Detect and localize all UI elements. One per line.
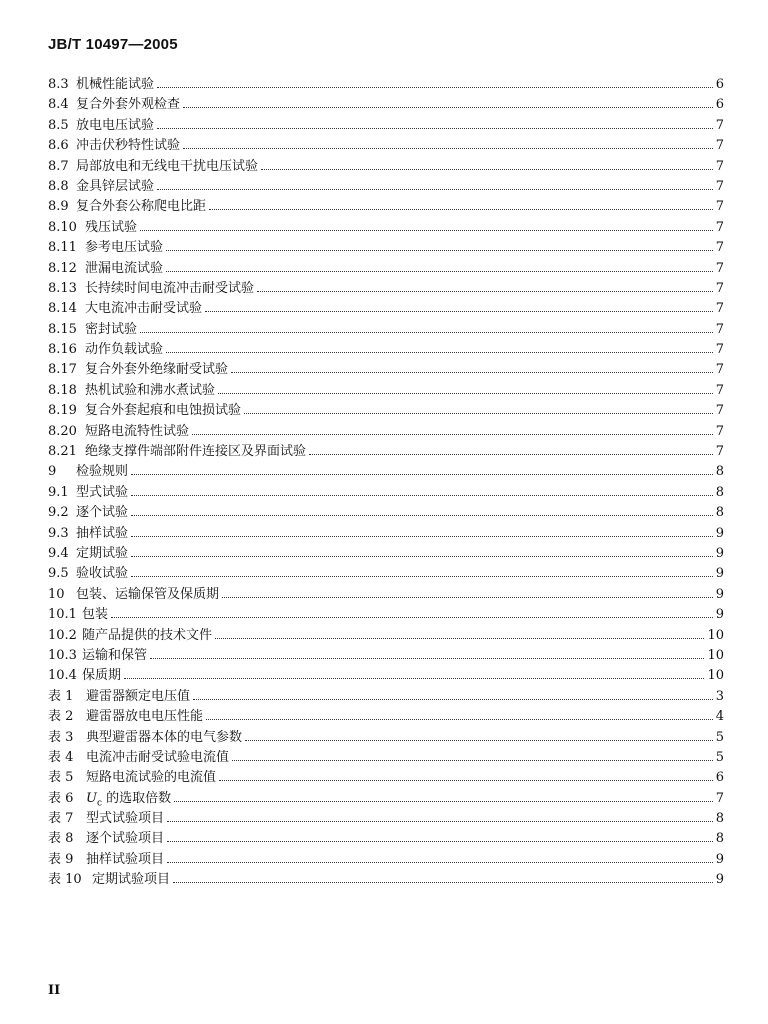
toc-entry-number: 8.13: [48, 280, 77, 296]
toc-entry-page: 9: [715, 545, 724, 561]
toc-entry[interactable]: [48, 544, 724, 564]
toc-entry-page: 9: [715, 851, 724, 867]
dot-leader: [131, 536, 713, 537]
toc-entry-title: 随产品提供的技术文件: [82, 627, 213, 643]
toc-entry-title: 短路电流特性试验: [85, 423, 190, 439]
dot-leader: [173, 882, 713, 883]
dot-leader: [166, 250, 713, 251]
toc-entry-page: 6: [715, 77, 724, 92]
toc-entry-title: 典型避雷器本体的电气参数: [86, 729, 243, 745]
toc-entry[interactable]: [48, 503, 724, 523]
toc-entry-number: 9.1: [48, 484, 69, 500]
toc-entry-number: 表 10: [48, 872, 82, 888]
toc-entry-title: 短路电流试验的电流值: [86, 770, 217, 786]
dot-leader: [193, 699, 713, 700]
toc-entry-number: 8.20: [48, 423, 77, 439]
dot-leader: [167, 821, 713, 822]
toc-entry-page: 7: [715, 199, 724, 215]
toc-entry-number: 8.6: [48, 138, 69, 154]
toc-entry[interactable]: [48, 462, 724, 482]
toc-entry-page: 9: [715, 872, 724, 888]
toc-entry-title: 检验规则: [76, 464, 129, 480]
toc-entry-title: 定期试验: [76, 545, 129, 561]
toc-entry-title: 放电电压试验: [76, 117, 155, 133]
dot-leader: [206, 719, 713, 720]
toc-entry[interactable]: [48, 605, 724, 625]
toc-entry[interactable]: [48, 299, 724, 319]
toc-entry-title: 型式试验项目: [86, 811, 165, 827]
toc-entry-title: 金具锌层试验: [76, 178, 155, 194]
dot-leader: [209, 209, 713, 210]
toc-entry-title: 逐个试验: [76, 505, 129, 521]
toc-entry-page: 8: [715, 505, 724, 521]
toc-entry-title: 绝缘支撑件端部附件连接区及界面试验: [85, 444, 307, 460]
toc-entry-page: 7: [715, 158, 724, 174]
toc-entry-title: 参考电压试验: [85, 240, 164, 256]
toc-entry[interactable]: [48, 381, 724, 401]
toc-entry[interactable]: [48, 136, 724, 156]
toc-entry[interactable]: [48, 829, 724, 849]
toc-entry[interactable]: [48, 259, 724, 279]
toc-entry-number: 表 2: [48, 709, 74, 725]
toc-entry[interactable]: [48, 687, 724, 707]
toc-entry-title: 热机试验和沸水煮试验: [85, 382, 216, 398]
toc-entry-title: 保质期: [82, 668, 122, 684]
dot-leader: [111, 617, 713, 618]
toc-entry[interactable]: [48, 789, 724, 809]
toc-entry-number: 8.19: [48, 403, 77, 419]
dot-leader: [131, 556, 713, 557]
toc-entry-title: 电流冲击耐受试验电流值: [86, 749, 230, 765]
toc-entry-title: 包装: [82, 607, 109, 623]
toc-entry-number: 8.4: [48, 97, 69, 113]
toc-entry[interactable]: [48, 116, 724, 136]
toc-entry-title: 复合外套外绝缘耐受试验: [85, 362, 229, 378]
toc-entry-number: 10: [48, 586, 65, 602]
toc-entry-number: 8.18: [48, 382, 77, 398]
dot-leader: [218, 393, 713, 394]
toc-entry[interactable]: [48, 564, 724, 584]
toc-entry-title: 残压试验: [85, 219, 138, 235]
toc-entry-page: 5: [715, 749, 724, 765]
dot-leader: [124, 678, 704, 679]
toc-entry-number: 8.16: [48, 342, 77, 358]
toc-entry[interactable]: [48, 585, 724, 605]
toc-entry[interactable]: [48, 95, 724, 115]
dot-leader: [192, 434, 713, 435]
toc-entry-title: 避雷器放电电压性能: [86, 709, 204, 725]
toc-entry-page: 8: [715, 464, 724, 480]
toc-entry[interactable]: [48, 279, 724, 299]
toc-entry-number: 8.7: [48, 158, 69, 174]
toc-entry-title: 定期试验项目: [92, 872, 171, 888]
toc-entry-page: 7: [715, 117, 724, 133]
toc-entry-number: 10.2: [48, 627, 77, 643]
toc-entry-page: 10: [707, 668, 724, 684]
toc-entry-title: 机械性能试验: [76, 77, 155, 92]
toc-entry-page: 7: [715, 382, 724, 398]
toc-entry[interactable]: [48, 626, 724, 646]
toc-entry-title: 逐个试验项目: [86, 831, 165, 847]
toc-entry-number: 表 8: [48, 831, 74, 847]
toc-entry[interactable]: [48, 850, 724, 870]
toc-entry-title: 复合外套公称爬电比距: [76, 199, 207, 215]
toc-entry-number: 表 3: [48, 729, 74, 745]
toc-entry-page: 7: [715, 321, 724, 337]
toc-entry[interactable]: [48, 524, 724, 544]
toc-entry[interactable]: [48, 401, 724, 421]
toc-entry-number: 8.21: [48, 444, 77, 460]
toc-entry[interactable]: [48, 442, 724, 462]
toc-entry-title: 大电流冲击耐受试验: [85, 301, 203, 317]
toc-entry-number: 10.1: [48, 607, 77, 623]
toc-entry-number: 8.14: [48, 301, 77, 317]
toc-entry-page: 3: [715, 688, 724, 704]
dot-leader: [222, 597, 713, 598]
dot-leader: [232, 760, 713, 761]
toc-entry-title: 抽样试验: [76, 525, 129, 541]
toc-entry-number: 表 1: [48, 688, 74, 704]
toc-entry[interactable]: [48, 218, 724, 238]
toc-entry-page: 10: [707, 647, 724, 663]
toc-entry-number: 8.10: [48, 219, 77, 235]
toc-entry-page: 7: [715, 423, 724, 439]
toc-entry-page: 7: [715, 280, 724, 296]
toc-entry-number: 8.3: [48, 77, 69, 92]
toc-entry-page: 7: [715, 138, 724, 154]
document-code: JB/T 10497—2005: [48, 36, 178, 53]
toc-entry-number: 9.2: [48, 505, 69, 521]
toc-entry[interactable]: [48, 360, 724, 380]
dot-leader: [140, 332, 713, 333]
toc-entry[interactable]: [48, 320, 724, 340]
toc-entry-number: 8.11: [48, 240, 77, 256]
dot-leader: [157, 128, 713, 129]
toc-entry-number: 表 4: [48, 749, 74, 765]
dot-leader: [166, 352, 713, 353]
toc-entry-page: 9: [715, 566, 724, 582]
toc-entry[interactable]: [48, 748, 724, 768]
toc-entry-title: 冲击伏秒特性试验: [76, 138, 181, 154]
page-number: II: [48, 983, 61, 998]
toc-entry-page: 5: [715, 729, 724, 745]
toc-entry[interactable]: [48, 666, 724, 686]
toc-entry-page: 6: [715, 770, 724, 786]
toc-entry-page: 9: [715, 525, 724, 541]
toc-entry[interactable]: [48, 870, 724, 890]
toc-entry-page: 7: [715, 362, 724, 378]
toc-entry-page: 7: [715, 240, 724, 256]
toc-entry-page: 7: [715, 219, 724, 235]
toc-entry-page: 8: [715, 484, 724, 500]
toc-entry-number: 9.3: [48, 525, 69, 541]
toc-entry-title: 长持续时间电流冲击耐受试验: [85, 280, 255, 296]
toc-entry-page: 7: [715, 301, 724, 317]
toc-entry-title: 验收试验: [76, 566, 129, 582]
toc-entry-title: 包装、运输保管及保质期: [76, 586, 220, 602]
toc-entry-number: 表 6: [48, 790, 74, 806]
toc-entry-page: 7: [715, 403, 724, 419]
dot-leader: [131, 576, 713, 577]
dot-leader: [131, 474, 713, 475]
dot-leader: [157, 87, 713, 88]
toc-entry-page: 7: [715, 790, 724, 806]
toc-entry-page: 9: [715, 586, 724, 602]
toc-entry-number: 8.9: [48, 199, 69, 215]
toc-entry-page: 10: [707, 627, 724, 643]
toc-entry[interactable]: [48, 75, 724, 95]
toc-entry-title: 泄漏电流试验: [85, 260, 164, 276]
toc-entry-number: 8.17: [48, 362, 77, 378]
dot-leader: [140, 230, 713, 231]
dot-leader: [231, 372, 713, 373]
dot-leader: [131, 515, 713, 516]
toc-entry[interactable]: [48, 157, 724, 177]
dot-leader: [167, 862, 713, 863]
toc-entry[interactable]: [48, 646, 724, 666]
toc-entry-number: 9.5: [48, 566, 69, 582]
dot-leader: [245, 740, 713, 741]
toc-entry-number: 8.5: [48, 117, 69, 133]
toc-entry-title: 运输和保管: [82, 647, 148, 663]
dot-leader: [244, 413, 713, 414]
toc-entry-number: 10.4: [48, 668, 77, 684]
dot-leader: [174, 801, 713, 802]
toc-entry[interactable]: [48, 809, 724, 829]
toc-entry[interactable]: [48, 422, 724, 442]
dot-leader: [166, 271, 713, 272]
toc-entry-title: 复合外套外观检查: [76, 97, 181, 113]
dot-leader: [183, 107, 713, 108]
toc-entry-number: 表 5: [48, 770, 74, 786]
toc-entry-title: 密封试验: [85, 321, 138, 337]
toc-entry[interactable]: [48, 483, 724, 503]
toc-entry-title: 局部放电和无线电干扰电压试验: [76, 158, 259, 174]
dot-leader: [215, 638, 704, 639]
toc-entry-title: 动作负载试验: [85, 342, 164, 358]
dot-leader: [167, 841, 713, 842]
toc-entry[interactable]: [48, 340, 724, 360]
toc-entry-number: 8.12: [48, 260, 77, 276]
toc-entry-number: 表 9: [48, 851, 74, 867]
toc-entry-number: 表 7: [48, 811, 74, 827]
toc-entry-page: 6: [715, 97, 724, 113]
toc-entry-title: 型式试验: [76, 484, 129, 500]
toc-entry-number: 8.8: [48, 178, 69, 194]
toc-entry[interactable]: [48, 177, 724, 197]
toc-entry-page: 7: [715, 178, 724, 194]
toc-entry-page: 4: [715, 709, 724, 725]
toc-entry-title: 避雷器额定电压值: [86, 688, 191, 704]
toc-entry-page: 7: [715, 260, 724, 276]
table-of-contents: [48, 75, 724, 891]
toc-entry-page: 7: [715, 342, 724, 358]
dot-leader: [131, 495, 713, 496]
toc-entry-title: 抽样试验项目: [86, 851, 165, 867]
toc-entry-page: 8: [715, 831, 724, 847]
toc-entry-title: 复合外套起痕和电蚀损试验: [85, 403, 242, 419]
toc-entry-number: 9: [48, 464, 57, 480]
toc-entry[interactable]: [48, 238, 724, 258]
dot-leader: [309, 454, 713, 455]
toc-entry-page: 9: [715, 607, 724, 623]
toc-entry-page: 7: [715, 444, 724, 460]
dot-leader: [257, 291, 713, 292]
dot-leader: [183, 148, 713, 149]
dot-leader: [261, 169, 713, 170]
dot-leader: [157, 189, 713, 190]
toc-entry[interactable]: [48, 707, 724, 727]
dot-leader: [150, 658, 704, 659]
toc-entry-number: 10.3: [48, 647, 77, 663]
toc-entry-number: 9.4: [48, 545, 69, 561]
toc-entry[interactable]: [48, 197, 724, 217]
dot-leader: [219, 780, 713, 781]
toc-entry[interactable]: [48, 728, 724, 748]
toc-entry-page: 8: [715, 811, 724, 827]
toc-entry-title: $U_c$ 的选取倍数: [86, 790, 172, 809]
dot-leader: [205, 311, 713, 312]
toc-entry-number: 8.15: [48, 321, 77, 337]
toc-entry[interactable]: [48, 768, 724, 788]
